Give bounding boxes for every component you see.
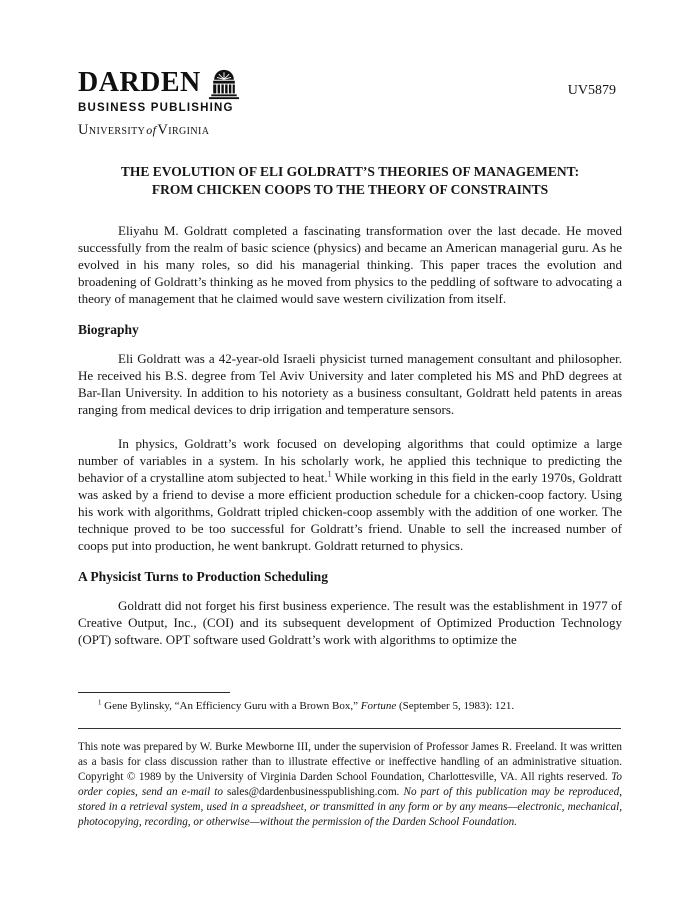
biography-paragraph-1: Eli Goldratt was a 42-year-old Israeli physicist turned management consultant and philosopher. He received his B.S. degree from Tel Aviv University and later completed his MS and PhD degrees at Bar-Ilan University. In addition to his notoriety as a business consultant, Goldratt held patents in areas ranging from medical devices to drip irrigation and temperature sensors. [78, 351, 622, 417]
rotunda-icon [208, 69, 240, 100]
rights-text: . No part of this publication may be reproduced, stored in a retrieval system, used in a spreadsheet, or transmitted in any form or by any means—electronic, mechanical, photocopying, recording, or otherwise—without the permission of the Darden School Foundation. [78, 786, 622, 828]
footnote-citation-end: (September 5, 1983): 121. [396, 700, 515, 712]
footnote-text [78, 699, 622, 713]
university-word: University [78, 122, 146, 138]
darden-logo [78, 68, 622, 139]
footer-divider [78, 728, 621, 729]
footnote-marker: 1 [98, 699, 102, 707]
header [78, 68, 622, 148]
darden-wordmark: DARDEN [78, 67, 201, 98]
business-publishing-label: BUSINESS PUBLISHING [78, 102, 234, 114]
footnote-citation: Gene Bylinsky, “An Efficiency Guru with a Brown Box,” [101, 700, 361, 712]
footnote-reference: 1 [327, 469, 332, 479]
paragraph-text: In physics, Goldratt’s work focused on developing algorithms that could optimize a large number of variables in a system. In his scholarly work, he applied this technique to predicting the behavior of a crystalline atom subjected to heat. [78, 436, 622, 485]
title-line-1: THE EVOLUTION OF ELI GOLDRATT’S THEORIES OF MANAGEMENT: [120, 164, 580, 179]
logo-row [78, 68, 622, 100]
title-line-2: FROM CHICKEN COOPS TO THE THEORY OF CONSTRAINTS [151, 182, 549, 197]
footnote-area [78, 692, 622, 713]
intro-paragraph: Eliyahu M. Goldratt completed a fascinating transformation over the last decade. He moved successfully from the realm of basic science (physics) and became an American managerial guru. As he evolved in his many roles, so did his managerial thinking. This paper traces the evolution and broadening of Goldratt’s thinking as he moved from physics to the peddling of software to advocating a theory of management that he claimed would save western civilization from itself. [78, 223, 622, 306]
document-body [78, 160, 622, 648]
paragraph-text: While working in this field in the early 1970s, Goldratt was asked by a friend to devise a more efficient production schedule for a chicken-coop factory. Using his work with algorithms, Goldratt tripled chicken-coop assembly with the addition of one worker. The technique proved to be too successful for Goldratt’s friend. Unable to sell the increased number of coops put into production, he went bankrupt. Goldratt returned to physics. [78, 470, 622, 553]
section-heading-physicist: A Physicist Turns to Production Scheduling [78, 569, 328, 584]
of-word: of [146, 123, 157, 137]
document-code: UV5879 [567, 83, 616, 98]
copyright-text: This note was prepared by W. Burke Mewborne III, under the supervision of Professor James R. Freeland. It was written as a basis for class discussion rather than to illustrate effective or ineffective handling of an administrative situation. Copyright © 1989 by the University of Virginia Darden School Foundation, Charlottesville, VA. All rights reserved. [78, 741, 622, 783]
virginia-word: Virginia [157, 122, 210, 138]
copyright-note [78, 740, 622, 830]
publisher-email: sales@dardenbusinesspublishing.com [226, 786, 397, 798]
document-title [78, 163, 622, 199]
order-copies-text: To order copies, send an e-mail to [78, 771, 622, 798]
physicist-paragraph-1: Goldratt did not forget his first business experience. The result was the establishment in 1977 of Creative Output, Inc., (COI) and its subsequent development of Optimized Production Technology (OPT) software. OPT software used Goldratt’s work with algorithms to optimize the [78, 598, 622, 647]
biography-paragraph-2 [78, 435, 622, 554]
footnote-divider [78, 692, 230, 693]
footnote-source: Fortune [360, 700, 397, 712]
university-of-virginia-label [78, 122, 622, 139]
section-heading-biography: Biography [78, 322, 139, 337]
